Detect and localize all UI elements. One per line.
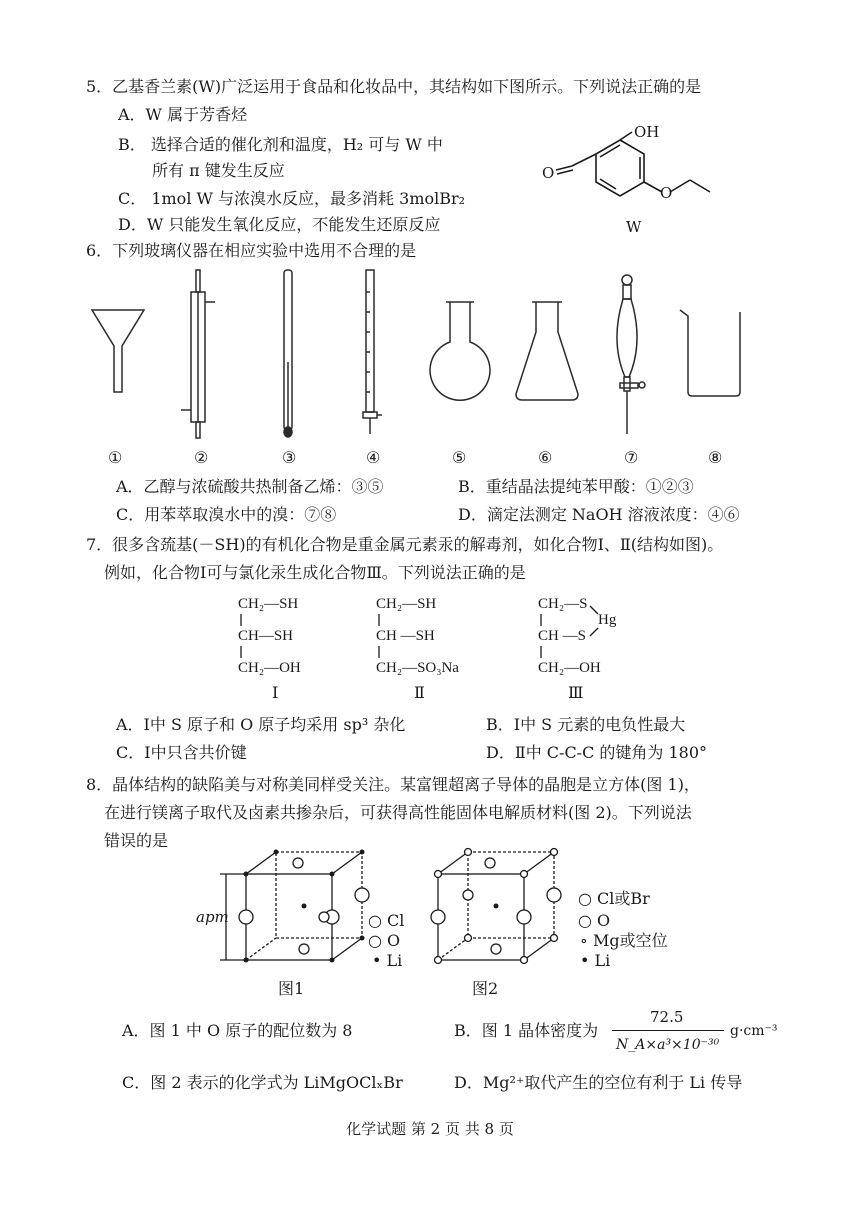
legend-li-text: Li — [386, 951, 403, 970]
glassware-num-5: ⑤ — [452, 448, 467, 467]
fig2-legend-mg: ∘ Mg或空位 — [580, 931, 668, 950]
q7-option-d: D．Ⅱ中 C-C-C 的键角为 180° — [486, 743, 708, 762]
fraction-bar — [612, 1030, 724, 1031]
q6-option-b: B．重结晶法提纯苯甲酸：①②③ — [458, 477, 694, 496]
q8-option-d: D．Mg²⁺取代产生的空位有利于 Li 传导 — [454, 1073, 743, 1092]
round-bottom-flask-icon — [430, 302, 490, 400]
fig1-legend-li: • Li — [372, 951, 403, 970]
glassware-num-1: ① — [108, 448, 123, 467]
compound-1-line2: CH—SH — [238, 628, 294, 644]
ethyl-vanillin-structure — [530, 110, 720, 240]
q8-option-a: A．图 1 中 O 原子的配位数为 8 — [122, 1021, 353, 1040]
q7-stem-line1: 7．很多含巯基(－SH)的有机化合物是重金属元素汞的解毒剂，如化合物Ⅰ、Ⅱ(结构如图)。 — [86, 535, 724, 554]
q8-option-b: B．图 1 晶体密度为 — [454, 1021, 599, 1040]
fig1-legend-cl: ○ Cl — [368, 911, 405, 930]
thermometer-icon — [284, 270, 292, 437]
q6-option-a: A．乙醇与浓硫酸共热制备乙烯：③⑤ — [116, 477, 384, 496]
q5-option-d: D．W 只能发生氧化反应，不能发生还原反应 — [118, 215, 441, 234]
condenser-icon — [181, 270, 215, 438]
legend-o-text: O — [387, 931, 401, 950]
compound-1-line1: CH₂—SH — [238, 596, 299, 612]
q8-option-c: C．图 2 表示的化学式为 LiMgOClₓBr — [122, 1073, 403, 1092]
compound-1-label: Ⅰ — [272, 683, 279, 702]
glassware-num-3: ③ — [282, 448, 297, 467]
legend-o2-text: O — [597, 911, 611, 930]
q5-option-b-line2: 所有 π 键发生反应 — [152, 161, 285, 180]
fig2-caption: 图2 — [472, 979, 499, 998]
fig2-legend-o: ○ O — [578, 911, 611, 930]
legend-cl-text: Cl — [387, 911, 405, 930]
conical-flask-icon — [516, 302, 578, 400]
separatory-funnel-icon — [617, 275, 645, 434]
legend-mg-text: Mg或空位 — [592, 931, 668, 950]
q7-option-a: A．Ⅰ中 S 原子和 O 原子均采用 sp³ 杂化 — [116, 715, 406, 734]
q5-option-b-line1: B． 选择合适的催化剂和温度，H₂ 可与 W 中 — [118, 135, 443, 154]
ether-o-label: O — [660, 184, 673, 202]
q6-option-c: C．用苯萃取溴水中的溴：⑦⑧ — [116, 505, 337, 524]
fig1-caption: 图1 — [278, 979, 305, 998]
legend-li2-text: Li — [594, 951, 611, 970]
density-unit: g·cm⁻³ — [730, 1023, 778, 1039]
compound-2-line1: CH₂—SH — [376, 596, 437, 612]
funnel-icon — [92, 310, 144, 392]
compound-3-hg: Hg — [598, 612, 617, 628]
oh-label: OH — [634, 123, 660, 141]
q5-option-c: C． 1mol W 与浓溴水反应，最多消耗 3molBr₂ — [118, 189, 466, 208]
glassware-num-4: ④ — [366, 448, 381, 467]
apm-label: apm — [196, 908, 229, 926]
compound-1-line3: CH₂—OH — [238, 660, 301, 676]
q8-stem-line2: 在进行镁离子取代及卤素共掺杂后，可获得高性能固体电解质材料(图 2)。下列说法 — [104, 803, 692, 822]
fig1-legend-o: ○ O — [368, 931, 401, 950]
glassware-num-2: ② — [194, 448, 209, 467]
compound-3-bonds — [538, 596, 608, 666]
compound-2-bonds — [376, 612, 382, 662]
q7-option-b: B．Ⅰ中 S 元素的电负性最大 — [486, 715, 686, 734]
glassware-row — [80, 262, 780, 472]
compound-3-line1: CH₂—S — [538, 596, 588, 612]
fig2-legend-li: • Li — [580, 951, 611, 970]
compound-2-label: Ⅱ — [414, 683, 425, 702]
compound-2-line3: CH₂—SO₃Na — [376, 660, 459, 676]
crystal-cell-fig2 — [420, 842, 580, 972]
q8-stem-line3: 错误的是 — [104, 831, 169, 850]
compound-3-line2: CH —S — [538, 628, 586, 644]
carbonyl-o-label: O — [542, 164, 555, 182]
q7-option-c: C．Ⅰ中只含共价键 — [116, 743, 247, 762]
beaker-icon — [680, 310, 740, 396]
molecule-w-label: W — [626, 218, 642, 236]
q6-stem: 6．下列玻璃仪器在相应实验中选用不合理的是 — [86, 241, 417, 260]
legend-clbr-text: Cl或Br — [597, 889, 650, 908]
glassware-num-6: ⑥ — [538, 448, 553, 467]
fig2-legend-clbr: ○ Cl或Br — [578, 889, 650, 908]
compound-3-line3: CH₂—OH — [538, 660, 601, 676]
burette-icon — [363, 270, 382, 434]
glassware-num-7: ⑦ — [624, 448, 639, 467]
page-footer: 化学试题 第 2 页 共 8 页 — [346, 1120, 514, 1138]
density-numerator: 72.5 — [650, 1008, 684, 1026]
glassware-num-8: ⑧ — [708, 448, 723, 467]
q8-stem-line1: 8．晶体结构的缺陷美与对称美同样受关注。某富锂超离子导体的晶胞是立方体(图 1)， — [86, 775, 700, 794]
density-denominator: N_A×a³×10⁻³⁰ — [616, 1037, 720, 1053]
compound-1-bonds — [238, 612, 244, 662]
compound-2-line2: CH —SH — [376, 628, 435, 644]
q5-stem: 5．乙基香兰素(W)广泛运用于食品和化妆品中，其结构如下图所示。下列说法正确的是 — [86, 77, 702, 96]
q7-stem-line2: 例如，化合物Ⅰ可与氯化汞生成化合物Ⅲ。下列说法正确的是 — [104, 563, 526, 582]
q5-option-a: A．W 属于芳香烃 — [118, 105, 248, 124]
compound-3-label: Ⅲ — [568, 683, 584, 702]
q6-option-d: D．滴定法测定 NaOH 溶液浓度：④⑥ — [458, 505, 740, 524]
